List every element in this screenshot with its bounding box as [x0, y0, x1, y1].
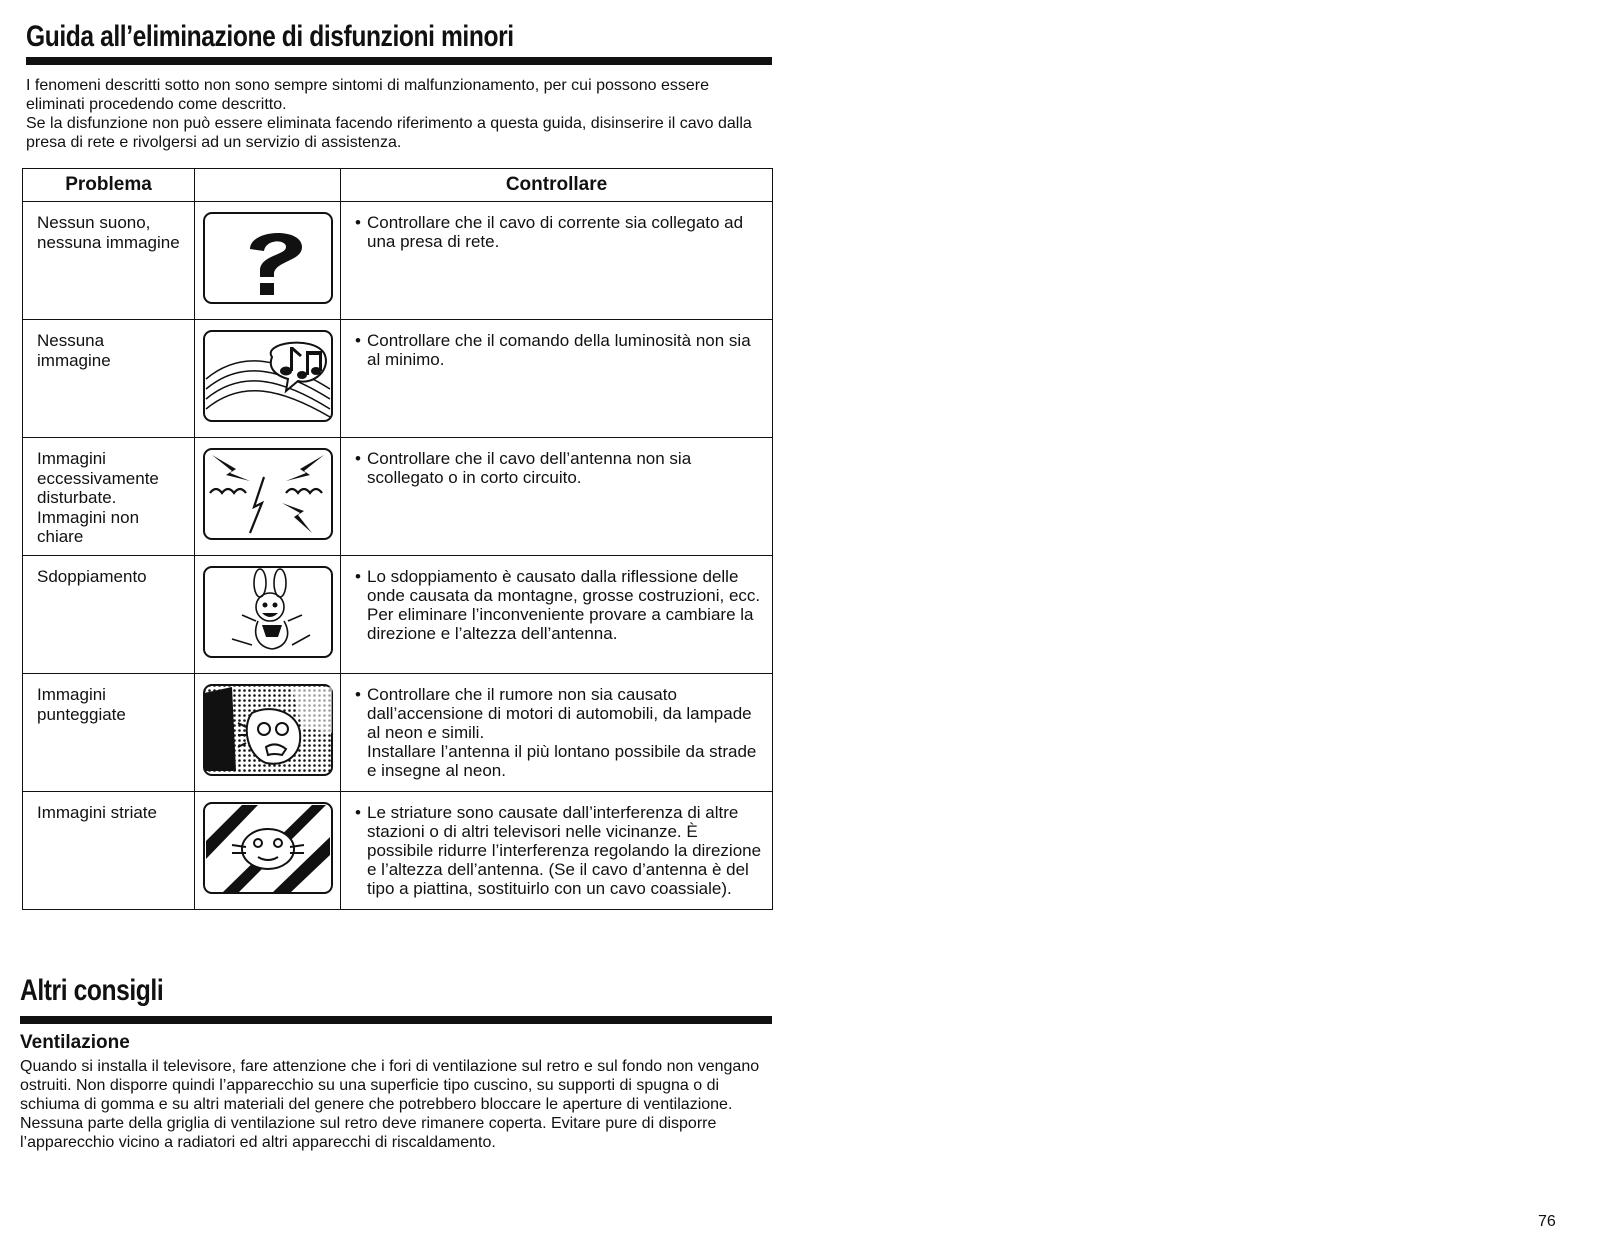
check-cell: • Lo sdoppiamento è causato dalla riflessione delle onde causata da montagne, grosse costruzioni, ecc. Per eliminare l’inconveniente provare a cambiare la direzione e l’altezza dell’antenna.	[341, 556, 773, 674]
section-title-altri-consigli: Altri consigli	[20, 974, 164, 1007]
problem-cell: Immagini eccessivamente disturbate. Immagini non chiare	[23, 438, 195, 556]
table-row	[23, 792, 773, 910]
check-text: Controllare che il cavo dell’antenna non sia scollegato o in corto circuito.	[367, 449, 692, 487]
check-text: Controllare che il cavo di corrente sia collegato ad una presa di rete.	[367, 213, 744, 251]
ventilation-text: Quando si installa il televisore, fare attenzione che i fori di ventilazione sul retro e sul fondo non vengano ostruiti. Non disporre quindi l’apparecchio su una superficie tipo cuscino, su supporti di spugna o di schiuma di gomma e su altri materiali del genere che potrebbero bloccare le aperture di ventilazione. Nessuna parte della griglia di ventilazione sul retro deve rimanere coperta. Evitare pure di disporre l’apparecchio vicino a radiatori ed altri apparecchi di riscaldamento.	[20, 1058, 760, 1151]
check-text: Lo sdoppiamento è causato dalla riflessione delle onde causata da montagne, grosse costruzioni, ecc. Per eliminare l’inconveniente provare a cambiare la direzione e l’altezza dell’antenna.	[367, 567, 761, 643]
striped-interference-icon	[202, 801, 334, 895]
intro-text	[26, 76, 772, 152]
section-rule	[20, 1016, 772, 1024]
table-row	[23, 556, 773, 674]
music-notes-icon	[202, 329, 334, 423]
question-mark-icon	[202, 211, 334, 305]
image-cell	[195, 438, 341, 556]
check-text: Controllare che il comando della luminosità non sia al minimo.	[367, 331, 751, 369]
image-cell	[195, 556, 341, 674]
table-header-row	[23, 169, 773, 202]
check-cell: • Controllare che il comando della luminosità non sia al minimo.	[341, 320, 773, 438]
problem-cell: Sdoppiamento	[23, 556, 195, 674]
ghost-rabbit-icon	[202, 565, 334, 659]
title-rule	[26, 57, 772, 65]
header-check: Controllare	[341, 169, 773, 202]
page-title: Guida all’eliminazione di disfunzioni minori	[26, 20, 514, 53]
table-row	[23, 320, 773, 438]
check-cell: • Controllare che il rumore non sia causato dall’accensione di motori di automobili, da lampade al neon e simili. Installare l’antenna il più lontano possibile da strade e insegne al neon.	[341, 674, 773, 792]
ventilation-subheading: Ventilazione	[20, 1032, 130, 1053]
image-cell	[195, 674, 341, 792]
dotted-noise-face-icon	[202, 683, 334, 777]
header-problem: Problema	[23, 169, 195, 202]
check-text: Installare l’antenna il più lontano possibile da strade e insegne al neon.	[367, 742, 757, 780]
intro-paragraph-1: I fenomeni descritti sotto non sono sempre sintomi di malfunzionamento, per cui possono essere eliminati procedendo come descritto.	[26, 77, 710, 113]
check-cell: • Le striature sono causate dall’interferenza di altre stazioni o di altri televisori nelle vicinanze. È possibile ridurre l’interferenza regolando la direzione e l’altezza dell’antenna. (Se il cavo d’antenna è del tipo a piattina, sostituirlo con un cavo coassiale).	[341, 792, 773, 910]
intro-paragraph-2: Se la disfunzione non può essere eliminata facendo riferimento a questa guida, disinserire il cavo dalla presa di rete e rivolgersi ad un servizio di assistenza.	[26, 115, 752, 151]
check-cell: • Controllare che il cavo dell’antenna non sia scollegato o in corto circuito.	[341, 438, 773, 556]
check-text: Le striature sono causate dall’interferenza di altre stazioni o di altri televisori nelle vicinanze. È possibile ridurre l’interferenza regolando la direzione e l’altezza dell’antenna. (Se il cavo d’antenna è del tipo a piattina, sostituirlo con un cavo coassiale).	[367, 803, 762, 898]
image-cell	[195, 792, 341, 910]
troubleshooting-table	[22, 168, 773, 910]
lightning-interference-icon	[202, 447, 334, 541]
check-cell: • Controllare che il cavo di corrente sia collegato ad una presa di rete.	[341, 202, 773, 320]
header-image	[195, 169, 341, 202]
page-number: 76	[1538, 1213, 1556, 1230]
table-row	[23, 202, 773, 320]
table-row	[23, 438, 773, 556]
problem-cell: Immagini striate	[23, 792, 195, 910]
problem-cell: Immagini punteggiate	[23, 674, 195, 792]
check-text: Controllare che il rumore non sia causato dall’accensione di motori di automobili, da lampade al neon e simili.	[367, 685, 752, 742]
image-cell	[195, 320, 341, 438]
image-cell	[195, 202, 341, 320]
problem-cell: Nessun suono, nessuna immagine	[23, 202, 195, 320]
table-row	[23, 674, 773, 792]
problem-cell: Nessuna immagine	[23, 320, 195, 438]
